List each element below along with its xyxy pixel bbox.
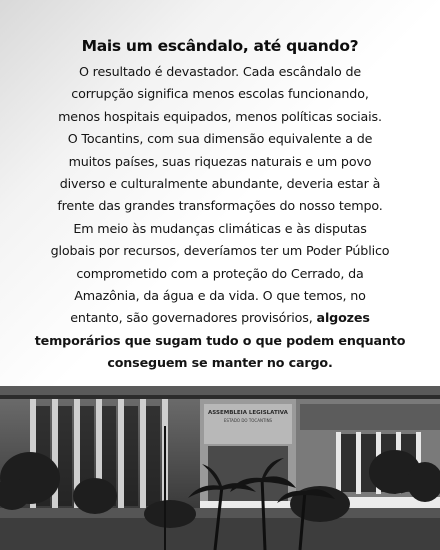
body-line: Em meio às mudanças climáticas e às disputas bbox=[73, 220, 367, 236]
body-line: frente das grandes transformações do nosso tempo. bbox=[57, 198, 383, 214]
building-photo-icon bbox=[0, 386, 440, 550]
body-line: diverso e culturalmente abundante, deveria estar à bbox=[59, 176, 381, 192]
body-line-bold-part: algozes bbox=[316, 310, 370, 326]
article-text bbox=[10, 36, 430, 375]
article-title: Mais um escândalo, até quando? bbox=[81, 37, 359, 55]
body-line-normal-part: entanto, são governadores provisórios, bbox=[70, 310, 317, 326]
body-line-bold: conseguem se manter no cargo. bbox=[107, 355, 333, 371]
sign-line-1: ASSEMBLEIA LEGISLATIVA bbox=[208, 410, 288, 416]
building-photo bbox=[0, 386, 440, 550]
body-line: corrupção significa menos escolas funcionando, bbox=[71, 86, 369, 102]
body-line: menos hospitais equipados, menos políticas sociais. bbox=[58, 108, 382, 124]
body-line-bold: temporários que sugam tudo o que podem enquanto bbox=[34, 332, 406, 348]
body-line: Amazônia, da água e da vida. O que temos, no bbox=[74, 288, 366, 304]
body-line-mixed bbox=[10, 307, 430, 329]
body-line: O Tocantins, com sua dimensão equivalente a de bbox=[67, 131, 373, 147]
sign-line-2: ESTADO DO TOCANTINS bbox=[223, 418, 273, 423]
body-line: comprometido com a proteção do Cerrado, da bbox=[76, 265, 364, 281]
body-line: muitos países, suas riquezas naturais e um povo bbox=[68, 153, 372, 169]
body-line: globais por recursos, deveríamos ter um Poder Público bbox=[50, 243, 390, 259]
article-body bbox=[10, 61, 430, 375]
body-line: O resultado é devastador. Cada escândalo de bbox=[78, 64, 362, 79]
